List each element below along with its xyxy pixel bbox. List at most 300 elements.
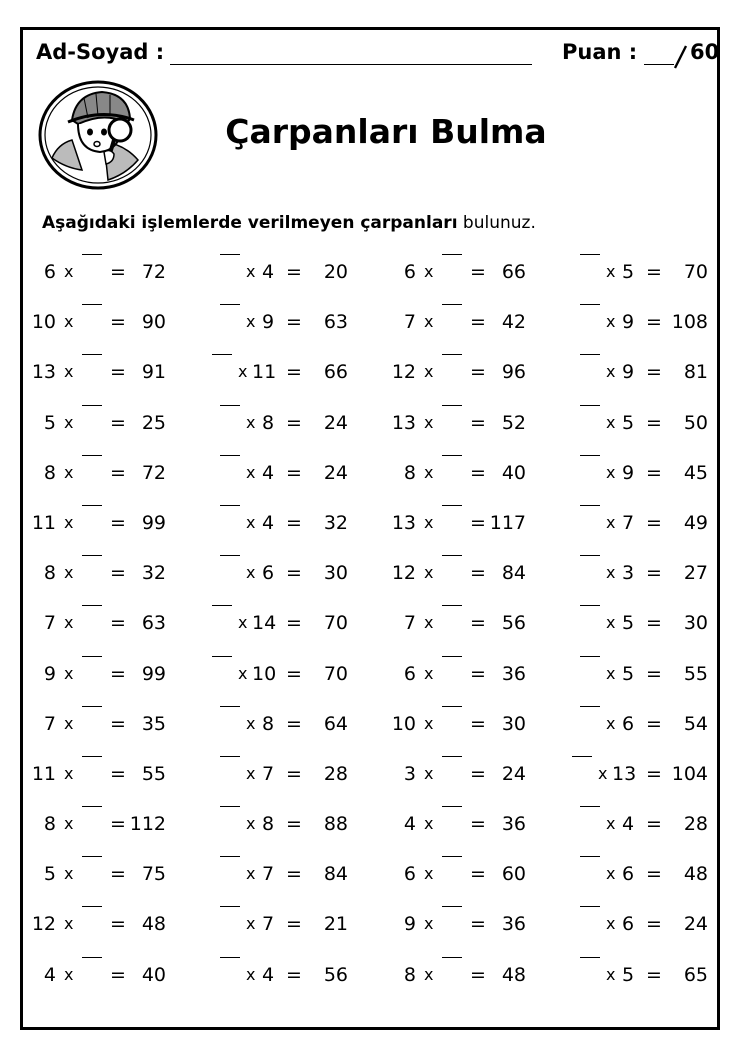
product: 84: [501, 562, 526, 585]
equals-sign: =: [110, 662, 126, 685]
answer-blank[interactable]: [82, 304, 102, 305]
product: 20: [323, 261, 348, 283]
times-sign: x: [246, 864, 256, 884]
equals-sign: =: [286, 461, 302, 484]
times-sign: x: [238, 663, 248, 683]
factor: 5: [622, 612, 635, 635]
factor: 13: [391, 411, 416, 434]
factor: 8: [403, 461, 416, 484]
answer-blank[interactable]: [220, 806, 240, 807]
product: 21: [323, 913, 348, 936]
equals-sign: =: [110, 411, 126, 434]
product: 99: [141, 662, 166, 685]
answer-blank[interactable]: [82, 706, 102, 707]
factor: 6: [403, 863, 416, 886]
equals-sign: =: [646, 913, 662, 936]
factor: 6: [43, 261, 56, 283]
answer-blank[interactable]: [580, 806, 600, 807]
product: 54: [683, 712, 708, 735]
equals-sign: =: [470, 712, 486, 735]
product: 24: [683, 913, 708, 936]
answer-blank[interactable]: [220, 957, 240, 958]
product: 36: [501, 913, 526, 936]
product: 45: [683, 461, 708, 484]
factor: 12: [391, 562, 416, 585]
product: 96: [501, 361, 526, 384]
answer-blank[interactable]: [220, 756, 240, 757]
factor: 7: [403, 311, 416, 334]
factor: 5: [622, 261, 635, 283]
problem-row: [0, 505, 750, 555]
answer-blank[interactable]: [82, 254, 102, 255]
times-sign: x: [606, 663, 616, 683]
times-sign: x: [424, 713, 434, 733]
equals-sign: =: [286, 813, 302, 836]
equals-sign: =: [470, 813, 486, 836]
times-sign: x: [246, 512, 256, 532]
times-sign: x: [424, 412, 434, 432]
factor: 8: [43, 813, 56, 836]
times-sign: x: [246, 563, 256, 583]
factor: 8: [43, 562, 56, 585]
answer-blank[interactable]: [442, 706, 462, 707]
factor: 5: [43, 411, 56, 434]
product: 70: [683, 261, 708, 283]
problem-row: [0, 856, 750, 906]
times-sign: x: [424, 512, 434, 532]
times-sign: x: [64, 814, 74, 834]
product: 24: [323, 411, 348, 434]
times-sign: x: [606, 262, 616, 281]
problem-row: [0, 756, 750, 806]
product: 72: [141, 461, 166, 484]
product: 75: [141, 863, 166, 886]
times-sign: x: [606, 462, 616, 482]
product: 64: [323, 712, 348, 735]
problem-row: [0, 254, 750, 304]
answer-blank[interactable]: [82, 656, 102, 657]
times-sign: x: [424, 563, 434, 583]
times-sign: x: [424, 914, 434, 934]
score-slash: [672, 44, 688, 70]
times-sign: x: [246, 462, 256, 482]
answer-blank[interactable]: [82, 505, 102, 506]
times-sign: x: [64, 663, 74, 683]
equals-sign: =: [646, 762, 662, 785]
product: 36: [501, 662, 526, 685]
times-sign: x: [64, 412, 74, 432]
times-sign: x: [606, 312, 616, 332]
times-sign: x: [64, 262, 74, 281]
equals-sign: =: [286, 311, 302, 334]
instruction-bold: Aşağıdaki işlemlerde verilmeyen çarpanları: [42, 213, 458, 233]
times-sign: x: [424, 262, 434, 281]
times-sign: x: [606, 713, 616, 733]
factor: 5: [622, 411, 635, 434]
answer-blank[interactable]: [580, 354, 600, 355]
equals-sign: =: [646, 311, 662, 334]
answer-blank[interactable]: [572, 756, 592, 757]
equals-sign: =: [110, 863, 126, 886]
answer-blank[interactable]: [82, 354, 102, 355]
product: 35: [141, 712, 166, 735]
answer-blank[interactable]: [212, 656, 232, 657]
equals-sign: =: [646, 361, 662, 384]
times-sign: x: [246, 763, 256, 783]
equals-sign: =: [646, 712, 662, 735]
factor: 6: [403, 662, 416, 685]
factor: 4: [403, 813, 416, 836]
factor: 6: [262, 562, 275, 585]
detective-boy-icon: [38, 80, 160, 190]
product: 56: [501, 612, 526, 635]
answer-blank[interactable]: [580, 605, 600, 606]
factor: 14: [252, 612, 277, 635]
answer-blank[interactable]: [82, 455, 102, 456]
times-sign: x: [246, 713, 256, 733]
product: 40: [501, 461, 526, 484]
product: 55: [683, 662, 708, 685]
product: 108: [671, 311, 708, 334]
product: 28: [323, 762, 348, 785]
factor: 9: [622, 461, 635, 484]
factor: 10: [31, 311, 56, 334]
equals-sign: =: [470, 361, 486, 384]
factor: 11: [31, 762, 56, 785]
equals-sign: =: [470, 662, 486, 685]
answer-blank[interactable]: [580, 957, 600, 958]
equals-sign: =: [110, 712, 126, 735]
equals-sign: =: [110, 562, 126, 585]
factor: 6: [403, 261, 416, 283]
times-sign: x: [424, 964, 434, 984]
factor: 8: [262, 411, 275, 434]
product: 28: [683, 813, 708, 836]
equals-sign: =: [470, 913, 486, 936]
equals-sign: =: [646, 662, 662, 685]
times-sign: x: [606, 563, 616, 583]
product: 90: [141, 311, 166, 334]
answer-blank[interactable]: [442, 756, 462, 757]
product: 104: [671, 762, 708, 785]
equals-sign: =: [286, 261, 302, 283]
answer-blank[interactable]: [442, 906, 462, 907]
equals-sign: =: [110, 913, 126, 936]
factor: 12: [391, 361, 416, 384]
times-sign: x: [64, 512, 74, 532]
product: 66: [501, 261, 526, 283]
answer-blank[interactable]: [220, 505, 240, 506]
times-sign: x: [424, 462, 434, 482]
equals-sign: =: [470, 461, 486, 484]
factor: 7: [262, 863, 275, 886]
times-sign: x: [424, 763, 434, 783]
factor: 4: [622, 813, 635, 836]
times-sign: x: [424, 312, 434, 332]
equals-sign: =: [470, 261, 486, 283]
name-field-line[interactable]: [170, 64, 532, 65]
product: 117: [489, 511, 526, 534]
times-sign: x: [246, 262, 256, 281]
factor: 5: [622, 963, 635, 986]
factor: 9: [622, 311, 635, 334]
answer-blank[interactable]: [220, 405, 240, 406]
problem-grid: [0, 254, 750, 1007]
times-sign: x: [606, 613, 616, 633]
product: 84: [323, 863, 348, 886]
answer-blank[interactable]: [220, 555, 240, 556]
equals-sign: =: [286, 963, 302, 986]
answer-blank[interactable]: [82, 856, 102, 857]
product: 48: [683, 863, 708, 886]
times-sign: x: [246, 914, 256, 934]
factor: 8: [43, 461, 56, 484]
times-sign: x: [424, 613, 434, 633]
answer-blank[interactable]: [220, 706, 240, 707]
equals-sign: =: [646, 461, 662, 484]
times-sign: x: [64, 763, 74, 783]
answer-blank[interactable]: [580, 304, 600, 305]
score-field-line[interactable]: [644, 64, 674, 65]
times-sign: x: [606, 362, 616, 382]
times-sign: x: [598, 763, 608, 783]
product: 99: [141, 511, 166, 534]
product: 60: [501, 863, 526, 886]
times-sign: x: [606, 914, 616, 934]
product: 70: [323, 662, 348, 685]
equals-sign: =: [110, 261, 126, 283]
factor: 9: [43, 662, 56, 685]
instruction-normal: bulunuz.: [457, 213, 536, 233]
answer-blank[interactable]: [580, 455, 600, 456]
equals-sign: =: [110, 963, 126, 986]
answer-blank[interactable]: [442, 957, 462, 958]
problem-row: [0, 806, 750, 856]
factor: 4: [262, 261, 275, 283]
answer-blank[interactable]: [82, 555, 102, 556]
times-sign: x: [64, 462, 74, 482]
times-sign: x: [64, 563, 74, 583]
problem-row: [0, 555, 750, 605]
equals-sign: =: [286, 913, 302, 936]
product: 24: [501, 762, 526, 785]
factor: 3: [622, 562, 635, 585]
product: 55: [141, 762, 166, 785]
times-sign: x: [64, 864, 74, 884]
answer-blank[interactable]: [580, 505, 600, 506]
times-sign: x: [424, 362, 434, 382]
times-sign: x: [606, 864, 616, 884]
factor: 11: [252, 361, 277, 384]
factor: 3: [403, 762, 416, 785]
product: 48: [141, 913, 166, 936]
factor: 7: [262, 762, 275, 785]
factor: 9: [262, 311, 275, 334]
factor: 7: [262, 913, 275, 936]
answer-blank[interactable]: [442, 405, 462, 406]
answer-blank[interactable]: [220, 906, 240, 907]
answer-blank[interactable]: [580, 254, 600, 255]
equals-sign: =: [286, 361, 302, 384]
problem-row: [0, 354, 750, 404]
answer-blank[interactable]: [580, 906, 600, 907]
answer-blank[interactable]: [580, 706, 600, 707]
answer-blank[interactable]: [212, 605, 232, 606]
equals-sign: =: [110, 612, 126, 635]
product: 52: [501, 411, 526, 434]
factor: 4: [262, 963, 275, 986]
answer-blank[interactable]: [442, 455, 462, 456]
answer-blank[interactable]: [220, 254, 240, 255]
problem-row: [0, 605, 750, 655]
factor: 13: [391, 511, 416, 534]
equals-sign: =: [646, 511, 662, 534]
equals-sign: =: [470, 311, 486, 334]
equals-sign: =: [286, 411, 302, 434]
factor: 7: [403, 612, 416, 635]
product: 36: [501, 813, 526, 836]
product: 66: [323, 361, 348, 384]
equals-sign: =: [110, 511, 126, 534]
page-title: Çarpanları Bulma: [225, 112, 547, 151]
times-sign: x: [606, 964, 616, 984]
times-sign: x: [246, 412, 256, 432]
product: 63: [141, 612, 166, 635]
factor: 8: [262, 813, 275, 836]
equals-sign: =: [110, 311, 126, 334]
answer-blank[interactable]: [580, 555, 600, 556]
score-total: 60: [690, 40, 720, 64]
equals-sign: =: [470, 511, 486, 534]
times-sign: x: [424, 864, 434, 884]
product: 25: [141, 411, 166, 434]
times-sign: x: [64, 312, 74, 332]
factor: 8: [262, 712, 275, 735]
answer-blank[interactable]: [220, 856, 240, 857]
equals-sign: =: [286, 562, 302, 585]
factor: 6: [622, 863, 635, 886]
factor: 10: [391, 712, 416, 735]
answer-blank[interactable]: [442, 254, 462, 255]
factor: 5: [43, 863, 56, 886]
answer-blank[interactable]: [82, 906, 102, 907]
answer-blank[interactable]: [442, 656, 462, 657]
factor: 11: [31, 511, 56, 534]
equals-sign: =: [646, 963, 662, 986]
times-sign: x: [64, 713, 74, 733]
equals-sign: =: [470, 863, 486, 886]
equals-sign: =: [646, 813, 662, 836]
equals-sign: =: [470, 963, 486, 986]
equals-sign: =: [470, 612, 486, 635]
product: 91: [141, 361, 166, 384]
problem-row: [0, 405, 750, 455]
name-label: Ad-Soyad :: [36, 40, 165, 64]
times-sign: x: [64, 613, 74, 633]
product: 56: [323, 963, 348, 986]
times-sign: x: [606, 412, 616, 432]
product: 27: [683, 562, 708, 585]
factor: 9: [622, 361, 635, 384]
equals-sign: =: [646, 261, 662, 283]
score-label: Puan :: [562, 40, 638, 64]
product: 65: [683, 963, 708, 986]
answer-blank[interactable]: [442, 304, 462, 305]
factor: 7: [622, 511, 635, 534]
answer-blank[interactable]: [580, 656, 600, 657]
factor: 7: [43, 612, 56, 635]
answer-blank[interactable]: [580, 856, 600, 857]
product: 30: [501, 712, 526, 735]
answer-blank[interactable]: [212, 354, 232, 355]
times-sign: x: [64, 914, 74, 934]
answer-blank[interactable]: [220, 455, 240, 456]
equals-sign: =: [470, 411, 486, 434]
answer-blank[interactable]: [82, 756, 102, 757]
product: 63: [323, 311, 348, 334]
equals-sign: =: [286, 662, 302, 685]
equals-sign: =: [286, 762, 302, 785]
product: 81: [683, 361, 708, 384]
equals-sign: =: [646, 612, 662, 635]
factor: 13: [31, 361, 56, 384]
factor: 5: [622, 662, 635, 685]
times-sign: x: [246, 964, 256, 984]
answer-blank[interactable]: [580, 405, 600, 406]
answer-blank[interactable]: [442, 354, 462, 355]
instruction-text: [42, 213, 536, 233]
answer-blank[interactable]: [82, 957, 102, 958]
product: 30: [683, 612, 708, 635]
factor: 9: [403, 913, 416, 936]
problem-row: [0, 455, 750, 505]
equals-sign: =: [110, 461, 126, 484]
answer-blank[interactable]: [82, 605, 102, 606]
answer-blank[interactable]: [220, 304, 240, 305]
product: 42: [501, 311, 526, 334]
times-sign: x: [246, 814, 256, 834]
product: 70: [323, 612, 348, 635]
answer-blank[interactable]: [442, 806, 462, 807]
answer-blank[interactable]: [442, 505, 462, 506]
product: 112: [129, 813, 166, 836]
equals-sign: =: [286, 712, 302, 735]
times-sign: x: [64, 964, 74, 984]
answer-blank[interactable]: [82, 806, 102, 807]
product: 72: [141, 261, 166, 283]
product: 49: [683, 511, 708, 534]
answer-blank[interactable]: [442, 856, 462, 857]
product: 88: [323, 813, 348, 836]
product: 24: [323, 461, 348, 484]
times-sign: x: [238, 613, 248, 633]
problem-row: [0, 656, 750, 706]
equals-sign: =: [286, 511, 302, 534]
answer-blank[interactable]: [442, 605, 462, 606]
answer-blank[interactable]: [82, 405, 102, 406]
problem-row: [0, 957, 750, 1007]
problem-row: [0, 706, 750, 756]
answer-blank[interactable]: [442, 555, 462, 556]
factor: 4: [262, 511, 275, 534]
factor: 8: [403, 963, 416, 986]
factor: 13: [612, 762, 637, 785]
equals-sign: =: [470, 562, 486, 585]
times-sign: x: [606, 512, 616, 532]
factor: 10: [252, 662, 277, 685]
problem-row: [0, 906, 750, 956]
problem-row: [0, 304, 750, 354]
